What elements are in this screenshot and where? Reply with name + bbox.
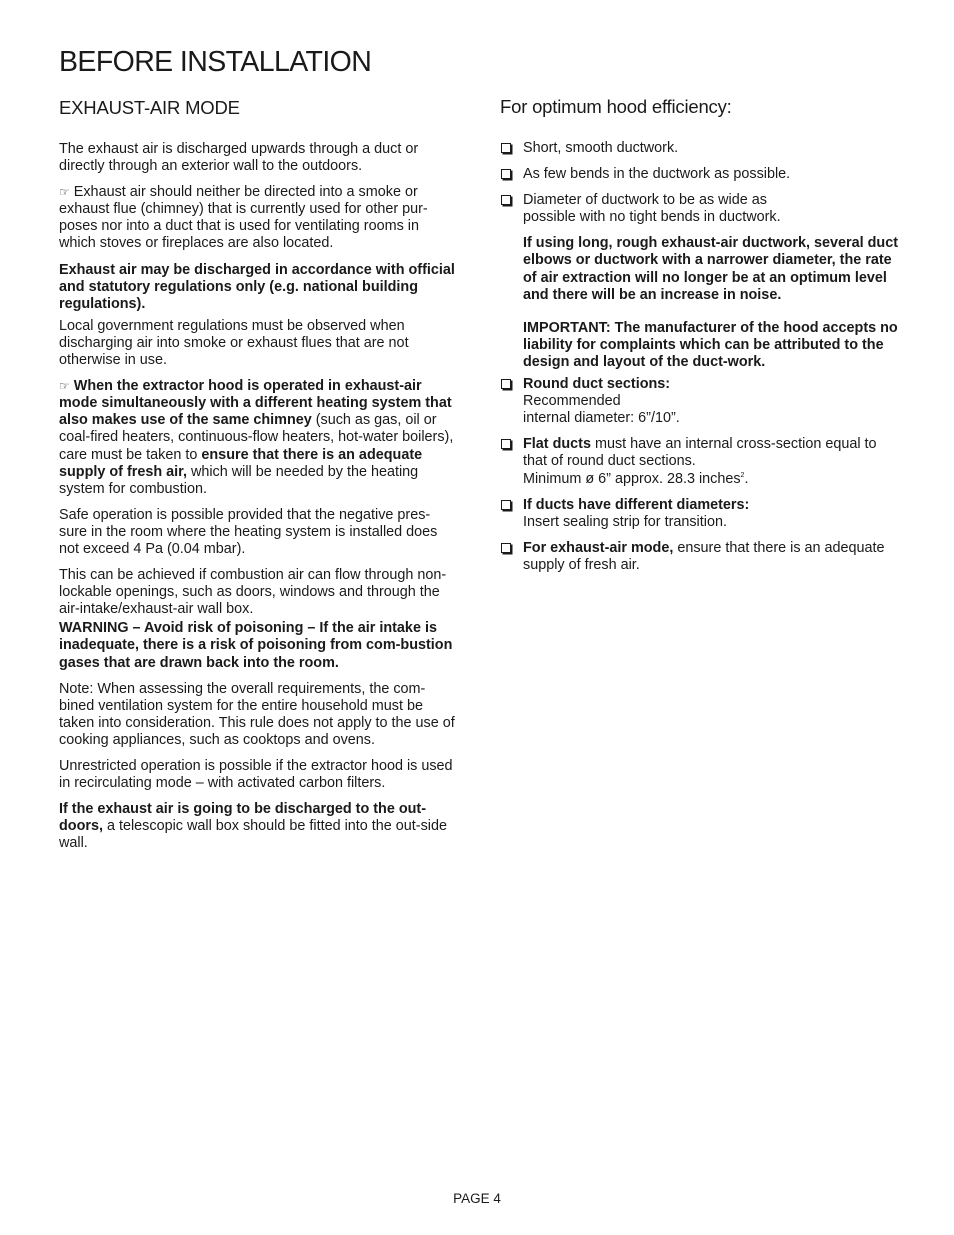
checkbox-icon	[501, 439, 511, 449]
list-item	[500, 497, 900, 531]
text: a telescopic wall box should be fitted into the out-side wall.	[59, 818, 447, 852]
paragraph: Unrestricted operation is possible if the extractor hood is used in recirculating mode – with activated carbon filters.	[59, 758, 453, 792]
checkbox-icon	[501, 543, 511, 553]
bold-text: For exhaust-air mode,	[523, 539, 674, 556]
list-item-text: As few bends in the ductwork as possible.	[523, 166, 791, 183]
checkbox-icon	[501, 195, 511, 205]
paragraph: Note: When assessing the overall requirements, the com-bined ventilation system for the entire household must be taken into consideration. This rule does not apply to the use of cooking appliances, such as cooktops and ovens.	[59, 680, 455, 748]
text: ensure that there is an adequate supply of fresh air.	[523, 539, 885, 573]
bold-text: Flat ducts	[523, 436, 591, 453]
important-note: IMPORTANT: The manufacturer of the hood accepts no liability for complaints which can be attributed to the design and layout of the duct-work.	[523, 319, 898, 370]
checkbox-icon	[501, 169, 511, 179]
checkbox-icon	[501, 379, 511, 389]
text: Minimum ø 6” approx. 28.3 inches	[523, 470, 741, 487]
bold-text: If the exhaust air is going to be discharged to the out-doors,	[59, 801, 426, 835]
list-item	[500, 192, 900, 371]
section-heading-exhaust-air-mode: EXHAUST-AIR MODE	[59, 97, 240, 118]
bold-text: When the extractor hood is operated in exhaust-air mode simultaneously with a different heating system that also makes use of the same chimney	[59, 378, 452, 429]
list-item	[500, 140, 900, 157]
paragraph-regulations: Exhaust air may be discharged in accordance with official and statutory regulations only (e.g. national building regulations).	[59, 261, 455, 312]
list-item-text: Recommended	[523, 393, 621, 410]
list-item	[500, 436, 900, 487]
list-item	[500, 166, 900, 183]
page-number: PAGE 4	[453, 1191, 501, 1206]
list-item-title: Round duct sections:	[523, 376, 671, 393]
list-item-title: If ducts have different diameters:	[523, 496, 750, 513]
text: must have an internal cross-section equal to that of round duct sections.	[523, 436, 877, 470]
text: which will be needed by the heating system for combustion.	[59, 463, 419, 497]
list-item	[500, 540, 900, 574]
warning-paragraph: WARNING – Avoid risk of poisoning – If the air intake is inadequate, there is a risk of poisoning from com-bustion gases that are drawn back into the room.	[59, 620, 453, 671]
list-item-text: Insert sealing strip for transition.	[523, 513, 727, 530]
page-title: BEFORE INSTALLATION	[59, 46, 372, 78]
pointing-hand-icon: ☞	[59, 379, 70, 394]
checkbox-icon	[501, 500, 511, 510]
text: .	[744, 470, 749, 487]
paragraph: The exhaust air is discharged upwards through a duct or directly through an exterior wall to the outdoors.	[59, 141, 419, 175]
text: (such as gas, oil or coal-fired heaters, continuous-flow heaters, hot-water boilers), care must be taken to	[59, 412, 454, 463]
list-item-text: internal diameter: 6”/10”.	[523, 410, 680, 427]
list-item-text	[523, 471, 900, 488]
paragraph-note	[59, 184, 457, 252]
list-item-text: Short, smooth ductwork.	[523, 140, 679, 156]
bold-text: ensure that there is an adequate supply of fresh air,	[59, 446, 423, 480]
pointing-hand-icon: ☞	[59, 185, 70, 200]
left-column	[59, 96, 457, 852]
checkbox-icon	[501, 143, 511, 153]
section-heading-efficiency: For optimum hood efficiency:	[500, 96, 732, 117]
right-column	[500, 96, 900, 574]
paragraph-text: Exhaust air should neither be directed into a smoke or exhaust flue (chimney) that is currently used for other pur-poses nor into a duct that is used for ventilating rooms in which stoves or fireplaces are also located.	[59, 184, 428, 252]
paragraph-note	[59, 378, 457, 498]
list-item	[500, 376, 900, 427]
checklist	[500, 140, 900, 574]
bold-note: If using long, rough exhaust-air ductwork, several duct elbows or ductwork with a narrower diameter, the rate of air extraction will no longer be at an optimum level and there will be an increase in noise.	[523, 235, 899, 303]
list-item-text: Diameter of ductwork to be as wide as possible with no tight bends in ductwork.	[523, 192, 781, 226]
paragraph: This can be achieved if combustion air can flow through non-lockable openings, such as doors, windows and through the air-intake/exhaust-air wall box.	[59, 567, 447, 618]
list-item-text	[523, 436, 900, 470]
paragraph: Safe operation is possible provided that the negative pres-sure in the room where the heating system is installed does not exceed 4 Pa (0.04 mbar).	[59, 506, 438, 557]
superscript: 2	[740, 471, 745, 479]
paragraph: Local government regulations must be observed when discharging air into smoke or exhaust flues that are not otherwise in use.	[59, 317, 409, 369]
paragraph	[59, 801, 457, 852]
